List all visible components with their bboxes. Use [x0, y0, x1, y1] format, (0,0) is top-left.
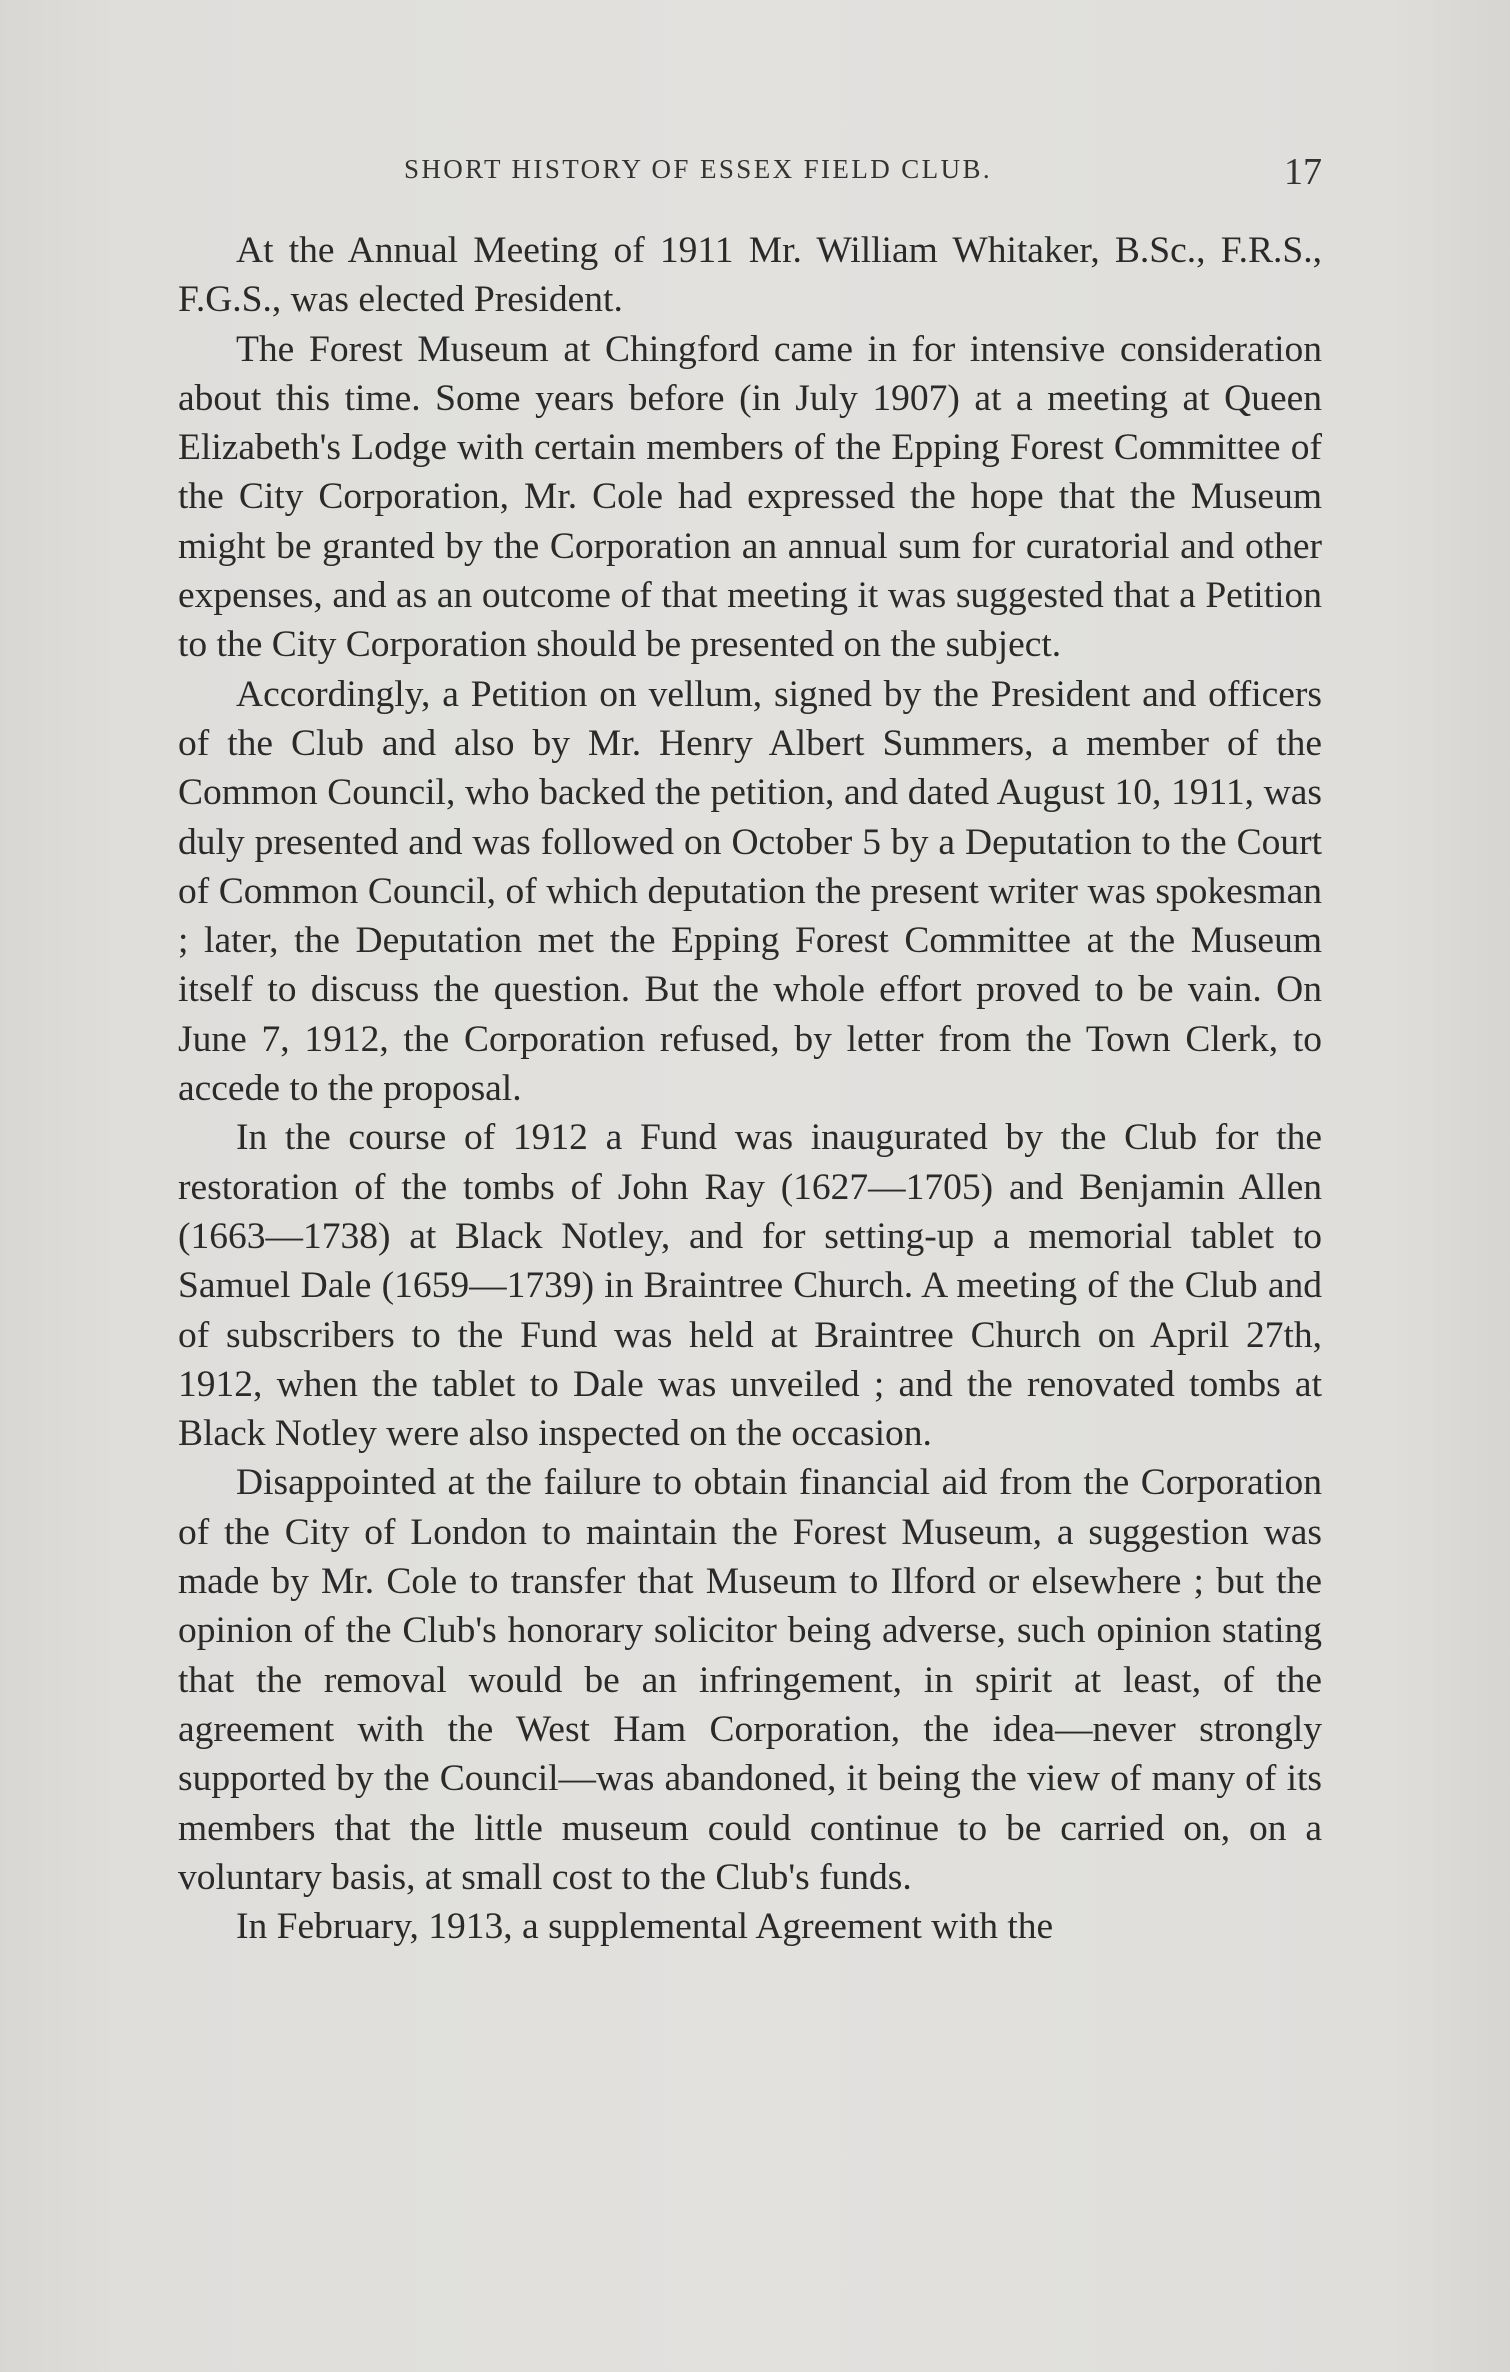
paragraph: Disappointed at the failure to obtain financial aid from the Corporation of the City of London to maintain the Forest Museum, a suggestion was made by Mr. Cole to transfer that Museum to Ilford or elsewhere ; but the opinion of the Club's honorary solicitor being adverse, such opinion stating that the removal would be an infringement, in spirit at least, of the agreement with the West Ham Corporation, the idea—never strongly supported by the Council—was abandoned, it being the view of many of its members that the little museum could continue to be carried on, on a voluntary basis, at small cost to the Club's funds. [178, 1462, 1322, 1898]
paragraph: At the Annual Meeting of 1911 Mr. William Whitaker, B.Sc., F.R.S., F.G.S., was elected President. [178, 230, 1322, 321]
page-number: 17 [1284, 151, 1322, 193]
paragraph: Accordingly, a Petition on vellum, signed by the President and officers of the Club and also by Mr. Henry Albert Summers, a member of the Common Council, who backed the petition, and dated August 10, 1911, was duly presented and was followed on October 5 by a Deputation to the Court of Common Council, of which deputation the present writer was spokesman ; later, the Deputation met the Epping Forest Committee at the Museum itself to discuss the question. But the whole effort proved to be vain. On June 7, 1912, the Corporation refused, by letter from the Town Clerk, to accede to the proposal. [178, 673, 1322, 1110]
running-title: SHORT HISTORY OF ESSEX FIELD CLUB. [403, 154, 993, 184]
running-head [178, 150, 1322, 194]
paragraph: In the course of 1912 a Fund was inaugurated by the Club for the restoration of the tombs of John Ray (1627—1705) and Benjamin Allen (1663—1738) at Black Notley, and for setting-up a memorial tablet to Samuel Dale (1659—1739) in Braintree Church. A meeting of the Club and of subscribers to the Fund was held at Braintree Church on April 27th, 1912, when the tablet to Dale was unveiled ; and the renovated tombs at Black Notley were also inspected on the occasion. [178, 1117, 1322, 1455]
paragraph: The Forest Museum at Chingford came in for intensive consideration about this time. Some years before (in July 1907) at a meeting at Queen Elizabeth's Lodge with certain members of the Epping Forest Committee of the City Corporation, Mr. Cole had expressed the hope that the Museum might be granted by the Corporation an annual sum for curatorial and other expenses, and as an outcome of that meeting it was suggested that a Petition to the City Corporation should be presented on the subject. [178, 328, 1322, 666]
body-text [178, 226, 1322, 1951]
paragraph: In February, 1913, a supplemental Agreement with the [236, 1906, 1054, 1948]
